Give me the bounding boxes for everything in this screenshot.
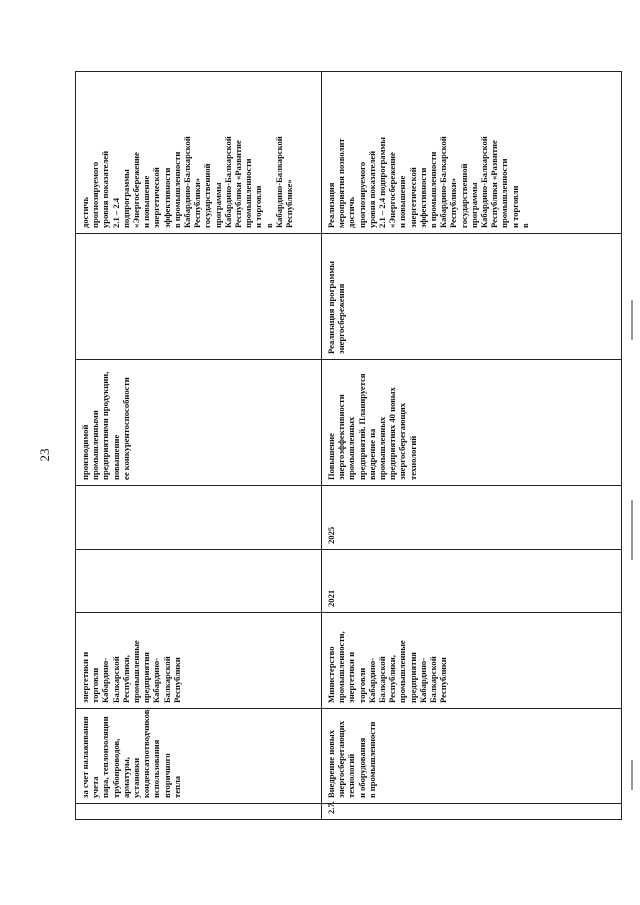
cell-result: производимой промышленными предприятиями продукции, повышение ее конкурентоспособности xyxy=(76,360,322,486)
cell-responsible: Министерство промышленности, энергетики и торговли Кабардино-Балкарской Республики, промышленные предприятия Кабардино-Балкарской Республики xyxy=(322,613,622,709)
cell-measure: Внедрение новых энергосберегающих технологий и оборудования в промышленности xyxy=(322,709,622,804)
cell-end-year xyxy=(76,486,322,550)
cell-result: Повышение энергоэффективности промышленных предприятий. Планируется внедрение на промышленных предприятиях 40 новых энергосберегающих технологий xyxy=(322,360,622,486)
measures-table xyxy=(75,71,622,820)
cell-relation xyxy=(76,234,322,360)
cell-start-year xyxy=(76,550,322,613)
table-row xyxy=(322,72,622,820)
page-number: 23 xyxy=(37,448,52,462)
cell-responsible: энергетики и торговли Кабардино-Балкарской Республики, промышленные предприятия Кабардино-Балкарской Республики xyxy=(76,613,322,709)
cell-measure: за счет налаживания учета пара, теплоизоляции трубопроводов, арматуры, установки конденсатоотводчиков, использования вторичного тепла xyxy=(76,709,322,804)
cell-start-year: 2021 xyxy=(322,550,622,613)
cell-number: 2.7. xyxy=(322,804,622,820)
rotated-page-frame xyxy=(75,72,622,820)
cell-number xyxy=(76,804,322,820)
cell-end-year: 2025 xyxy=(322,486,622,550)
landscape-table-sheet xyxy=(75,72,622,820)
scan-edge-marks xyxy=(631,0,634,905)
cell-indicators: достичь прогнозируемого уровня показателей 2.1 – 2.4 подпрограммы «Энергосбережение и повышение энергетической эффективности в промышленности Кабардино-Балкарской Республики» государственной программы Кабардино-Балкарской Республики «Развитие промышленности и торговли в Кабардино-Балкарской Республике» xyxy=(76,72,322,234)
cell-indicators: Реализация мероприятия позволит достичь прогнозируемого уровня показателей 2.1 – 2.4 подпрограммы «Энергосбережение и повышение энергетической эффективности в промышленности Кабардино-Балкарской Республики» государственной программы Кабардино-Балкарской Республики «Развитие промышленности и торговли в xyxy=(322,72,622,234)
cell-relation: Реализация программы энергосбережения xyxy=(322,234,622,360)
table-row xyxy=(76,72,322,820)
